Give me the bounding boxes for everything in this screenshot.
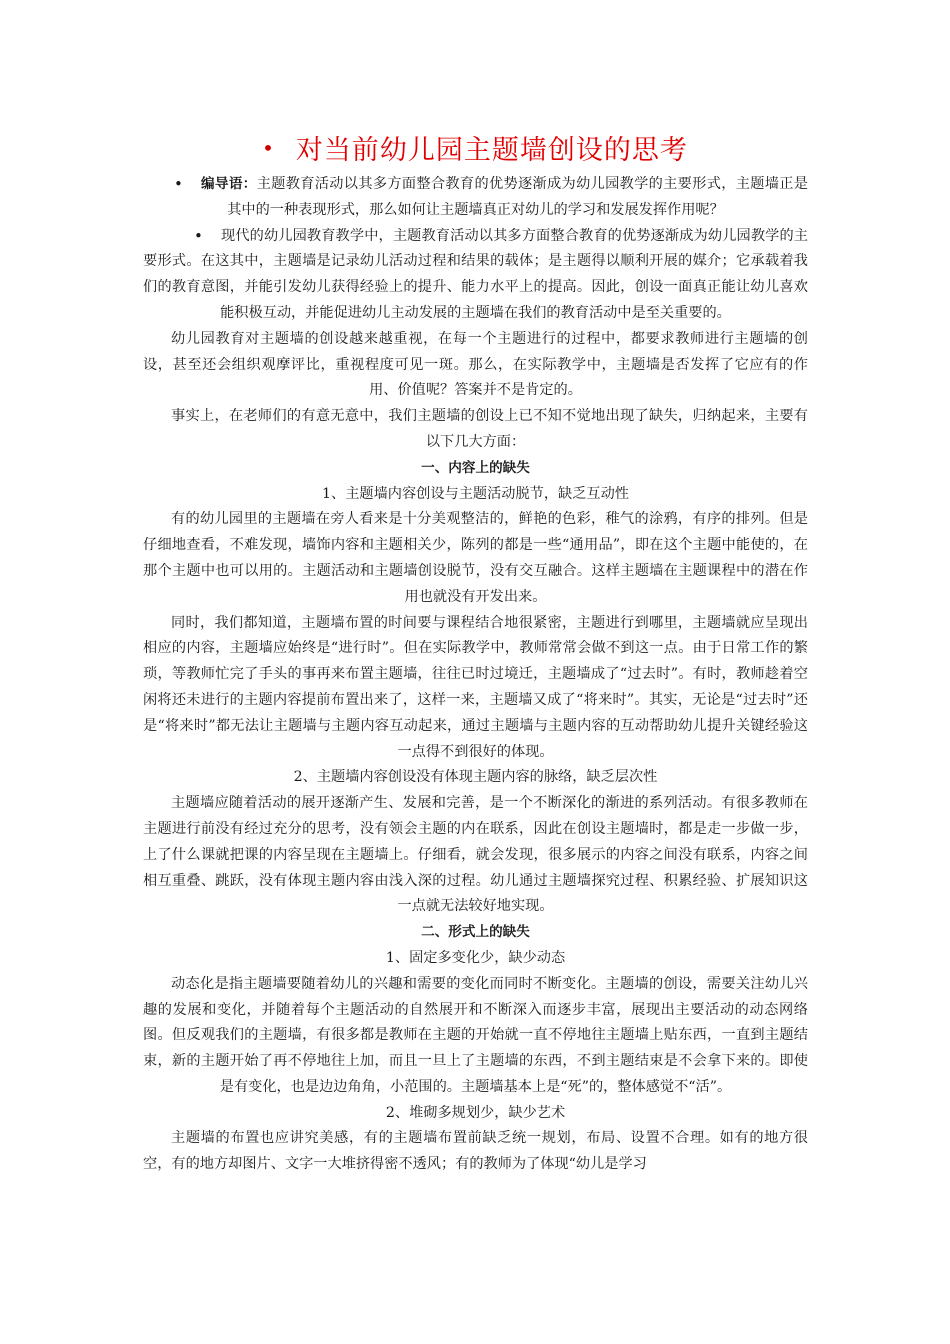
paragraph-7: 动态化是指主题墙要随着幼儿的兴趣和需要的变化而同时不断变化。主题墙的创设，需要关注幼儿兴趣的发展和变化，并随着每个主题活动的自然展开和不断深入而逐步丰富，展现出主要活动的动态网络图。但反观我们的主题墙，有很多都是教师在主题的开始就一直不停地往主题墙上贴东西，一直到主题结束，新的主题开始了再不停地往上加，而且一旦上了主题墙的东西，不到主题结束是不会拿下来的。即使是有变化，也是边边角角，小范围的。主题墙基本上是“死”的，整体感觉不“活”。 (143, 975, 808, 1095)
subheading-2-1: 1、固定多变化少，缺少动态 (385, 949, 566, 966)
subheading-2-2: 2、堆砌多规划少，缺少艺术 (385, 1104, 566, 1121)
subheading-1-2: 2、主题墙内容创设没有体现主题内容的脉络，缺乏层次性 (293, 769, 658, 786)
paragraph-3: 事实上，在老师们的有意无意中，我们主题墙的创设上已不知不觉地出现了缺失，归纳起来，主要有以下几大方面： (171, 408, 808, 450)
title-bullet: • (262, 135, 274, 160)
paragraph-4: 有的幼儿园里的主题墙在旁人看来是十分美观整洁的，鲜艳的色彩，稚气的涂鸦，有序的排列。但是仔细地查看，不难发现，墙饰内容和主题相关少，陈列的都是一些“通用品”，即在这个主题中能使的，在那个主题中也可以用的。主题活动和主题墙创设脱节，没有交互融合。这样主题墙在主题课程中的潜在作用也就没有开发出来。 (143, 511, 808, 605)
intro-paragraph (143, 172, 808, 224)
paragraph-8: 主题墙的布置也应讲究美感，有的主题墙布置前缺乏统一规划，布局、设置不合理。如有的地方很空，有的地方却图片、文字一大堆挤得密不透风；有的教师为了体现“幼儿是学习 (143, 1130, 808, 1173)
intro-label: 编导语： (201, 176, 257, 192)
subheading-1-1: 1、主题墙内容创设与主题活动脱节，缺乏互动性 (322, 485, 629, 502)
section-heading-2: 二、形式上的缺失 (421, 924, 530, 941)
article-body (143, 172, 808, 1178)
intro-text: 主题教育活动以其多方面整合教育的优势逐渐成为幼儿园教学的主要形式，主题墙正是其中的一种表现形式，那么如何让主题墙真正对幼儿的学习和发展发挥作用呢？ (227, 176, 808, 218)
paragraph-1: • 现代的幼儿园教育教学中，主题教育活动以其多方面整合教育的优势逐渐成为幼儿园教学的主要形式。在这其中，主题墙是记录幼儿活动过程和结果的载体；是主题得以顺利开展的媒介；它承载着我们的教育意图，并能引发幼儿获得经验上的提升、能力水平上的提高。因此，创设一面真正能让幼儿喜欢能积极互动，并能促进幼儿主动发展的主题墙在我们的教育活动中是至关重要的。 (143, 224, 808, 327)
paragraph-5: 同时，我们都知道，主题墙布置的时间要与课程结合地很紧密，主题进行到哪里，主题墙就应呈现出相应的内容，主题墙应始终是“进行时”。但在实际教学中，教师常常会做不到这一点。由于日常工作的繁琐，等教师忙完了手头的事再来布置主题墙，往往已时过境迁，主题墙成了“过去时”。有时，教师趁着空闲将还未进行的主题内容提前布置出来了，这样一来，主题墙又成了“将来时”。其实，无论是“过去时”还是“将来时”都无法让主题墙与主题内容互动起来，通过主题墙与主题内容的互动帮助幼儿提升关键经验这一点得不到很好的体现。 (143, 614, 808, 760)
paragraph-2: 幼儿园教育对主题墙的创设越来越重视，在每一个主题进行的过程中，都要求教师进行主题墙的创设，甚至还会组织观摩评比，重视程度可见一斑。那么，在实际教学中，主题墙是否发挥了它应有的作用、价值呢？答案并不是肯定的。 (143, 330, 808, 399)
paragraph-6: 主题墙应随着活动的展开逐渐产生、发展和完善，是一个不断深化的渐进的系列活动。有很多教师在主题进行前没有经过充分的思考，没有领会主题的内在联系，因此在创设主题墙时，都是走一步做一步，上了什么课就把课的内容呈现在主题墙上。仔细看，就会发现，很多展示的内容之间没有联系，内容之间相互重叠、跳跃，没有体现主题内容由浅入深的过程。幼儿通过主题墙探究过程、积累经验、扩展知识这一点就无法较好地实现。 (143, 795, 808, 915)
title-row (0, 128, 950, 167)
page-title: 对当前幼儿园主题墙创设的思考 (295, 135, 688, 166)
section-heading-1: 一、内容上的缺失 (421, 459, 530, 476)
